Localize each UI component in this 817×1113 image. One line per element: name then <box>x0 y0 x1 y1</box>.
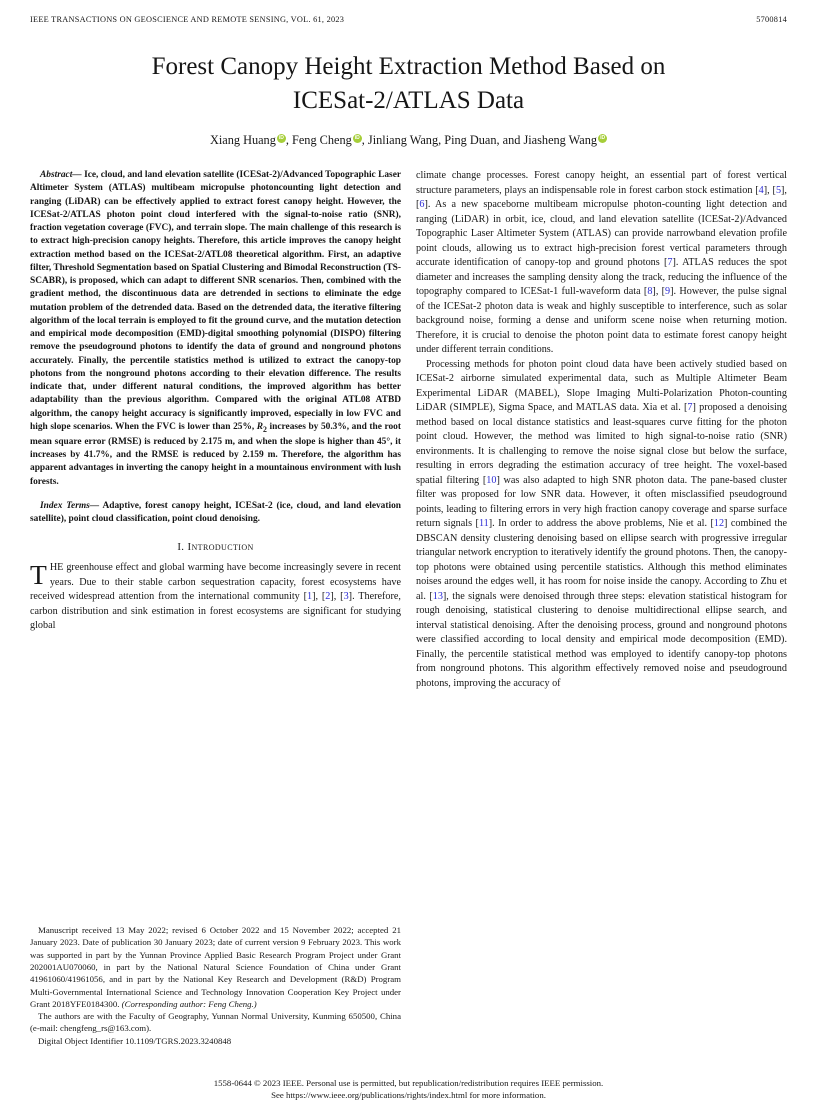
paper-title-line2: ICESat-2/ATLAS Data <box>292 87 525 114</box>
article-number: 5700814 <box>756 15 787 24</box>
citation-link[interactable]: 5 <box>775 184 782 196</box>
first-page-footnote <box>30 924 401 1047</box>
orcid-icon[interactable]: iD <box>600 135 606 141</box>
abstract-paragraph <box>30 169 401 489</box>
footnote-affiliation: The authors are with the Faculty of Geography, Yunnan Normal University, Kunming 650500, China (e-mail: chengfeng_rs@163.com). <box>30 1011 401 1034</box>
footer-copyright: 1558-0644 © 2023 IEEE. Personal use is permitted, but republication/redistribution requires IEEE permission. <box>213 1077 604 1088</box>
author-name: , Jinliang Wang, Ping Duan, and Jiasheng Wang <box>361 133 598 147</box>
citation-link[interactable]: 3 <box>343 591 349 603</box>
citation-link[interactable]: 7 <box>667 257 673 268</box>
section-heading-introduction: I. Introduction <box>177 541 254 554</box>
citation-link[interactable]: 9 <box>665 286 671 297</box>
citation-link[interactable]: 11 <box>478 518 489 529</box>
author-name: , Feng Cheng <box>285 133 352 147</box>
footnote-manuscript-text: Manuscript received 13 May 2022; revised 6 October 2022 and 15 November 2022; accepted 21 January 2023. Date of publication 30 January 2023; date of current version 9 February 2023. This work was supported in part by the Yunnan Province Applied Basic Research Program Project under Grant 202001AU070060, in part by the National Natural Science Foundation of China under Grant 41961060/41961056, and in part by the National Key Research and Development (R&D) Program Multi-Governmental International Science and Technology Innovation Cooperation Key Project under Grant 2018YFE0184300. <box>30 925 401 1009</box>
intro-paragraph <box>30 561 401 634</box>
author-name: Xiang Huang <box>209 133 276 147</box>
citation-link[interactable]: 6 <box>419 199 425 210</box>
citation-link[interactable]: 7 <box>687 402 693 413</box>
orcid-icon[interactable]: iD <box>278 135 284 141</box>
paper-title-line1: Forest Canopy Height Extraction Method Based on <box>151 53 666 80</box>
footnote-manuscript <box>30 924 401 1010</box>
authors-line <box>0 133 817 148</box>
footnote-corresponding-author: (Corresponding author: Feng Cheng.) <box>121 998 257 1009</box>
paper-title <box>40 50 777 118</box>
right-column-paragraph-2: Processing methods for photon point cloud data have been actively studied based on ICESat-2 airborne simulated experimental data, such as Multiple Altimeter Beam Experimental LiDAR (MABEL), Slope Imaging Multi-Polarization Photon-counting LiDAR (SIMPLE), Sigma Space, and MATLAS data. Xia et al. [7] proposed a denoising method based on local distance statistics and least-squares curve fitting for the photon point cloud. However, the method was limited to high signal-to-noise ratio (SNR) environments. It is challenging to remove the noise signal close but below the surface, resulting in errors degrading the estimation accuracy of tree height. The voxel-based spatial filtering [10] was also adapted to high SNR photon data. The pane-based cluster filter was proposed for low SNR data. However, it often misclassified pseudoground points, leading to filtering errors in very high fraction canopy coverage and sparse surface return signals [11]. In order to address the above problems, Nie et al. [12] combined the DBSCAN density clustering denoising based on ellipse search with progressive irregular triangular network encryption to iteratively identify the ground photons. Then, the canopy-top photons were obtained using percentile statistics. Although this method eliminates noises around the edges well, it has room for noise inside the canopy. According to Zhu et al. [13], the signals were denoised through three steps: elevation statistical histogram for rough denoising, statistical clustering to denoise multidirectional ellipse search, and interval statistical denoising. After the denoising process, ground and nonground photons were classified according to local density and empirical mode decomposition (EMD). Finally, the percentile statistical method was employed to identify canopy-top photons from nonground photons. This algorithm effectively removed noise and pseudoground photons, improving the accuracy of <box>416 358 787 689</box>
citation-link[interactable]: 13 <box>432 590 443 602</box>
page-header <box>0 0 817 24</box>
citation-link[interactable]: 10 <box>486 474 497 486</box>
citation-link[interactable]: 2 <box>325 591 331 603</box>
index-terms-text: Adaptive, forest canopy height, ICESat-2 (ice, cloud, and land elevation satellite), point cloud classification, point cloud denoising. <box>30 500 401 525</box>
orcid-icon[interactable]: iD <box>354 135 360 141</box>
page-footer <box>0 1077 817 1102</box>
abstract-text: Ice, cloud, and land elevation satellite (ICESat-2)/Advanced Topographic Laser Altimeter System (ATLAS) multibeam micropulse photoncounting light detection and ranging (LiDAR) can be effectively applied to extract forest canopy height. However, the ICESat-2/ATLAS photon point cloud interfered with the signal-to-noise ratio (SNR), fraction vegetation coverage (FVC), and terrain slope. The main challenge of this research is to extract high-precision canopy heights. Therefore, this article improves the canopy height extraction method based on the ICESat-2/ATL08 theoretical algorithm. First, an adaptive filter, Threshold Segmentation based on Spatial Clustering and Bimodal Reconstruction (TS-SCABR), is proposed, which can adapt to different SNR scenarios. Then, combined with the gradient method, the discontinuous data are detrended in sections to eliminate the edge mutation problem of the detrended data. Based on the detrended data, the iterative filtering algorithm of the local terrain is employed to fit the ground curve, and the mutation detection and empirical mode decomposition (EMD)-digital smoothing polynomial (DISPO) filtering remove the pseudoground photons to identify the data of ground and nonground photons accurately. Finally, the percentile statistics method is utilized to extract the canopy-top photons from the nonground photons according to their elevation difference. The results indicate that, under different natural conditions, the improved algorithm has better adaptability than the previous algorithm. Compared with the original ATL08 ATBD algorithm, the canopy height accuracy is significantly improved, especially in low FVC and high slope scenarios. When the FVC is lower than 25%, $R_2$ increases by 50.3%, and the root mean square error (RMSE) is reduced by 2.175 m, and when the slope is higher than 45°, it increases by 41.7%, and the RMSE is reduced by 2.159 m. Therefore, the algorithm has apparent advantages in inverting the canopy height in a mountainous environment with lush forests. <box>30 170 402 487</box>
right-column-paragraph-1: climate change processes. Forest canopy height, an essential part of forest vertical structure parameters, plays an indispensable role in forest carbon stock estimation [4], [5], [6]. As a new spaceborne multibeam micropulse photon-counting light detection and ranging (LiDAR) in orbit, ice, cloud, and land elevation satellite (ICESat-2)/Advanced Topographic Laser Altimeter System (ATLAS) can provide narrowband elevation profile point clouds, allowing us to extract high-precision forest vertical parameters through accurate identification of canopy-top and ground photons [7]. ATLAS reduces the spot diameter and increases the sampling density along the track, reducing the influence of the topography compared to ICESat-1 full-waveform data [8], [9]. However, the pulse signal of the ICESat-2 photon data is weak and highly susceptible to interference, such as solar background noise, forming a dense and uniform scene noise when returning motion. Therefore, it is crucial to denoise the photon point data to estimate forest canopy height under different terrain conditions. <box>416 170 787 355</box>
drop-cap: T <box>30 559 47 591</box>
journal-name: IEEE TRANSACTIONS ON GEOSCIENCE AND REMOTE SENSING, VOL. 61, 2023 <box>30 15 345 24</box>
left-column <box>30 169 401 1047</box>
citation-link[interactable]: 4 <box>758 184 764 196</box>
intro-text: HE greenhouse effect and global warming have become increasingly severe in recent years. Due to their stable carbon sequestration capacity, forest ecosystems have received widespread attention from the international community [1], [2], [3]. Therefore, carbon distribution and sink estimation in forest ecosystems are significant for studying global <box>30 562 401 632</box>
footer-url-line: See https://www.ieee.org/publications/rights/index.html for more information. <box>271 1090 546 1101</box>
two-column-body <box>0 169 817 1047</box>
citation-link[interactable]: 8 <box>647 286 653 297</box>
abstract-label: Abstract— <box>40 170 82 180</box>
right-column <box>416 169 787 1047</box>
index-terms-paragraph <box>30 500 401 527</box>
index-terms-label: Index Terms— <box>40 500 100 511</box>
citation-link[interactable]: 12 <box>713 518 725 529</box>
citation-link[interactable]: 1 <box>307 591 313 603</box>
footnote-doi: Digital Object Identifier 10.1109/TGRS.2023.3240848 <box>38 1035 232 1046</box>
